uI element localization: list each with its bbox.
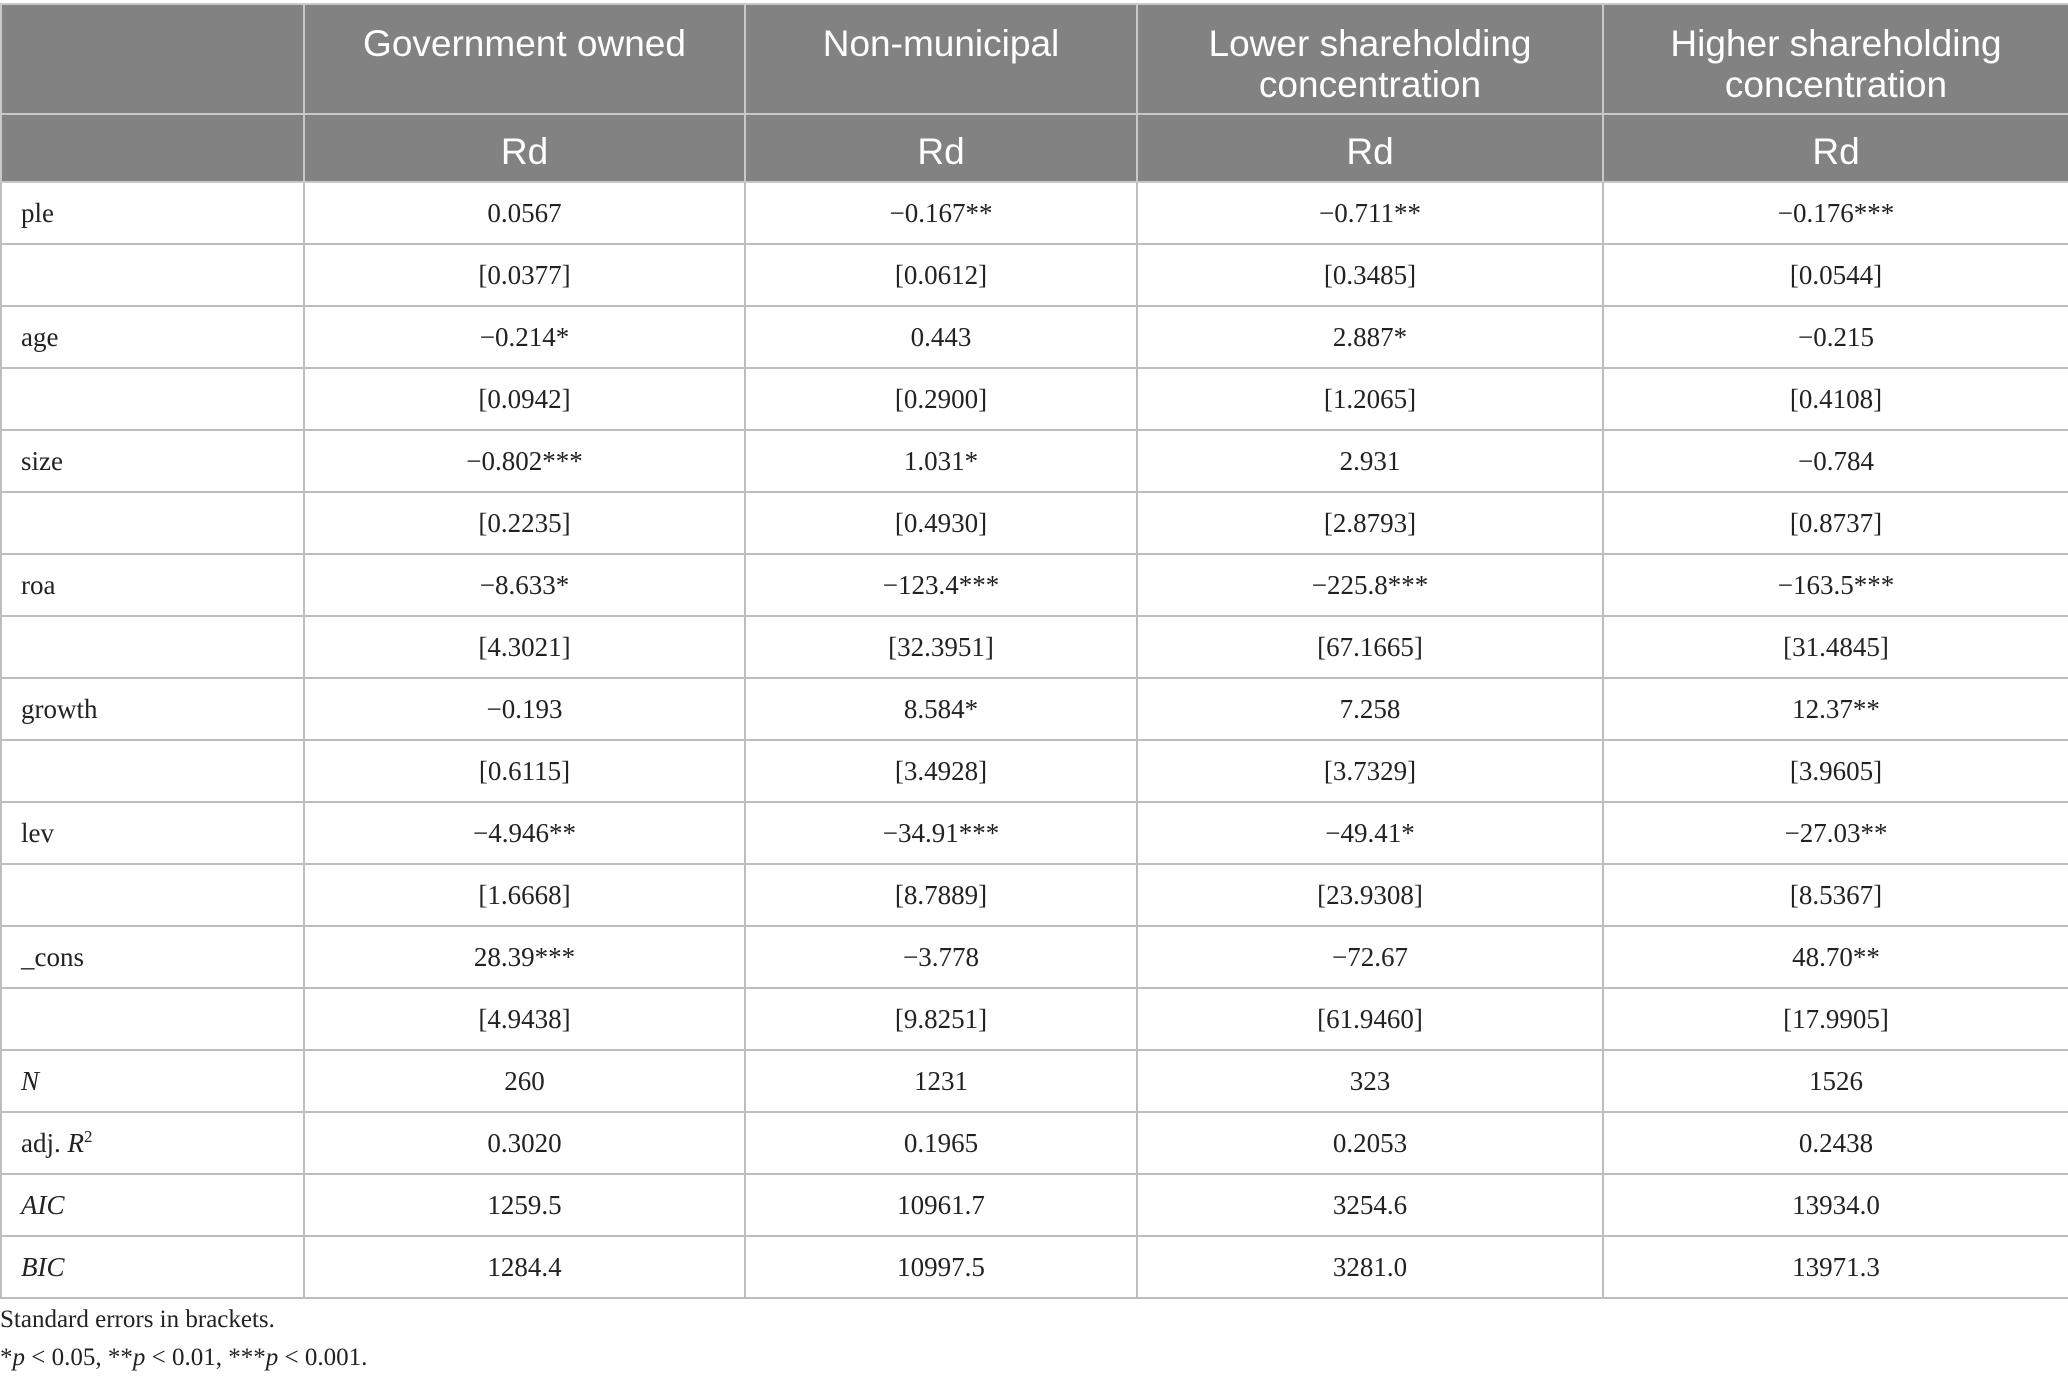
table-cell: 0.3020 xyxy=(304,1112,745,1174)
table-cell: [4.9438] xyxy=(304,988,745,1050)
table-row-se xyxy=(1,368,2068,430)
table-cell: [3.9605] xyxy=(1603,740,2068,802)
note-segment: < 0.05, ** xyxy=(25,1344,133,1371)
table-cell: [0.0544] xyxy=(1603,244,2068,306)
table-row-se xyxy=(1,740,2068,802)
table-cell: 3254.6 xyxy=(1137,1174,1603,1236)
note-segment: < 0.01, *** xyxy=(145,1344,266,1371)
table-cell: −4.946** xyxy=(304,802,745,864)
row-label: size xyxy=(1,430,304,492)
note-segment: p xyxy=(265,1344,279,1371)
note-segment: p xyxy=(132,1344,146,1371)
row-label: roa xyxy=(1,554,304,616)
table-cell: [67.1665] xyxy=(1137,616,1603,678)
table-row-ple xyxy=(1,182,2068,244)
table-cell: [9.8251] xyxy=(745,988,1137,1050)
row-label xyxy=(1,244,304,306)
header-lower-shareholding: Lower shareholding concentration xyxy=(1137,4,1603,114)
table-cell: [0.8737] xyxy=(1603,492,2068,554)
table-row-se xyxy=(1,616,2068,678)
table-cell: 1.031* xyxy=(745,430,1137,492)
table-cell: [0.2235] xyxy=(304,492,745,554)
row-label: BIC xyxy=(1,1236,304,1298)
row-label: adj. $R^2$ xyxy=(1,1112,304,1174)
table-cell: [0.3485] xyxy=(1137,244,1603,306)
table-cell: 8.584* xyxy=(745,678,1137,740)
table-cell: −123.4*** xyxy=(745,554,1137,616)
table-row-se xyxy=(1,244,2068,306)
table-cell: −0.215 xyxy=(1603,306,2068,368)
table-row-cons xyxy=(1,926,2068,988)
row-label: lev xyxy=(1,802,304,864)
subheader-rd: Rd xyxy=(1603,114,2068,182)
header-non-municipal: Non-municipal xyxy=(745,4,1137,114)
table-row-se xyxy=(1,864,2068,926)
table-cell: 13971.3 xyxy=(1603,1236,2068,1298)
table-cell: −3.778 xyxy=(745,926,1137,988)
row-label xyxy=(1,864,304,926)
table-cell: −0.802*** xyxy=(304,430,745,492)
table-cell: −163.5*** xyxy=(1603,554,2068,616)
table-cell: −27.03** xyxy=(1603,802,2068,864)
table-row-age xyxy=(1,306,2068,368)
table-cell: 2.931 xyxy=(1137,430,1603,492)
row-label: growth xyxy=(1,678,304,740)
row-label: _cons xyxy=(1,926,304,988)
table-cell: 0.2438 xyxy=(1603,1112,2068,1174)
table-cell: 0.2053 xyxy=(1137,1112,1603,1174)
table-cell: [32.3951] xyxy=(745,616,1137,678)
table-cell: [23.9308] xyxy=(1137,864,1603,926)
note-segment: p xyxy=(12,1344,25,1371)
header-government-owned: Government owned xyxy=(304,4,745,114)
table-cell: −49.41* xyxy=(1137,802,1603,864)
header-higher-shareholding: Higher shareholding concentration xyxy=(1603,4,2068,114)
table-cell: [3.7329] xyxy=(1137,740,1603,802)
table-cell: [0.2900] xyxy=(745,368,1137,430)
table-cell: −8.633* xyxy=(304,554,745,616)
table-row-growth xyxy=(1,678,2068,740)
table-cell: −0.711** xyxy=(1137,182,1603,244)
row-label xyxy=(1,616,304,678)
table-cell: [0.0612] xyxy=(745,244,1137,306)
table-cell: 48.70** xyxy=(1603,926,2068,988)
table-cell: 3281.0 xyxy=(1137,1236,1603,1298)
table-cell: 1526 xyxy=(1603,1050,2068,1112)
table-cell: [2.8793] xyxy=(1137,492,1603,554)
row-label xyxy=(1,368,304,430)
row-label xyxy=(1,740,304,802)
note-segment: * xyxy=(0,1344,13,1371)
table-cell: 7.258 xyxy=(1137,678,1603,740)
header-row-groups xyxy=(1,4,2068,114)
row-label: AIC xyxy=(1,1174,304,1236)
table-cell: 10997.5 xyxy=(745,1236,1137,1298)
table-cell: −225.8*** xyxy=(1137,554,1603,616)
table-cell: −72.67 xyxy=(1137,926,1603,988)
table-cell: [0.6115] xyxy=(304,740,745,802)
table-cell: [8.5367] xyxy=(1603,864,2068,926)
table-cell: −0.176*** xyxy=(1603,182,2068,244)
table-cell: 0.1965 xyxy=(745,1112,1137,1174)
table-cell: [0.0377] xyxy=(304,244,745,306)
table-cell: 10961.7 xyxy=(745,1174,1137,1236)
table-cell: [61.9460] xyxy=(1137,988,1603,1050)
note-standard-errors: Standard errors in brackets. xyxy=(0,1306,275,1333)
table-cell: [31.4845] xyxy=(1603,616,2068,678)
table-cell: [0.0942] xyxy=(304,368,745,430)
table-row-roa xyxy=(1,554,2068,616)
table-row-se xyxy=(1,492,2068,554)
regression-table xyxy=(0,3,2068,1299)
table-row-lev xyxy=(1,802,2068,864)
table-cell: 1231 xyxy=(745,1050,1137,1112)
table-cell: −0.167** xyxy=(745,182,1137,244)
table-row-size xyxy=(1,430,2068,492)
table-cell: 323 xyxy=(1137,1050,1603,1112)
table-cell: 260 xyxy=(304,1050,745,1112)
row-label xyxy=(1,988,304,1050)
table-row-n xyxy=(1,1050,2068,1112)
table-row-aic xyxy=(1,1174,2068,1236)
table-cell: −0.214* xyxy=(304,306,745,368)
table-row-se xyxy=(1,988,2068,1050)
table-cell: [1.2065] xyxy=(1137,368,1603,430)
table-cell: 1259.5 xyxy=(304,1174,745,1236)
table-header xyxy=(1,4,2068,182)
table-body xyxy=(1,182,2068,1298)
row-label xyxy=(1,492,304,554)
table-cell: 12.37** xyxy=(1603,678,2068,740)
subheader-rd: Rd xyxy=(304,114,745,182)
table-cell: 28.39*** xyxy=(304,926,745,988)
header-corner xyxy=(1,4,304,114)
row-label: ple xyxy=(1,182,304,244)
subheader-rd: Rd xyxy=(745,114,1137,182)
table-cell: [3.4928] xyxy=(745,740,1137,802)
note-significance-levels xyxy=(0,1339,367,1377)
row-label: age xyxy=(1,306,304,368)
note-segment: < 0.001. xyxy=(278,1344,368,1371)
table-cell: 2.887* xyxy=(1137,306,1603,368)
table-cell: [8.7889] xyxy=(745,864,1137,926)
table-cell: −0.784 xyxy=(1603,430,2068,492)
table-row-adj-r2 xyxy=(1,1112,2068,1174)
subheader-rd: Rd xyxy=(1137,114,1603,182)
table-cell: [17.9905] xyxy=(1603,988,2068,1050)
header-row-depvar xyxy=(1,114,2068,182)
subheader-corner xyxy=(1,114,304,182)
table-cell: [1.6668] xyxy=(304,864,745,926)
table-cell: [0.4930] xyxy=(745,492,1137,554)
table-cell: [0.4108] xyxy=(1603,368,2068,430)
table-notes xyxy=(0,1301,367,1377)
table-cell: [4.3021] xyxy=(304,616,745,678)
table-cell: 1284.4 xyxy=(304,1236,745,1298)
table-cell: 0.443 xyxy=(745,306,1137,368)
table-cell: −0.193 xyxy=(304,678,745,740)
table-cell: 13934.0 xyxy=(1603,1174,2068,1236)
table-cell: −34.91*** xyxy=(745,802,1137,864)
table-cell: 0.0567 xyxy=(304,182,745,244)
row-label: N xyxy=(1,1050,304,1112)
table-row-bic xyxy=(1,1236,2068,1298)
